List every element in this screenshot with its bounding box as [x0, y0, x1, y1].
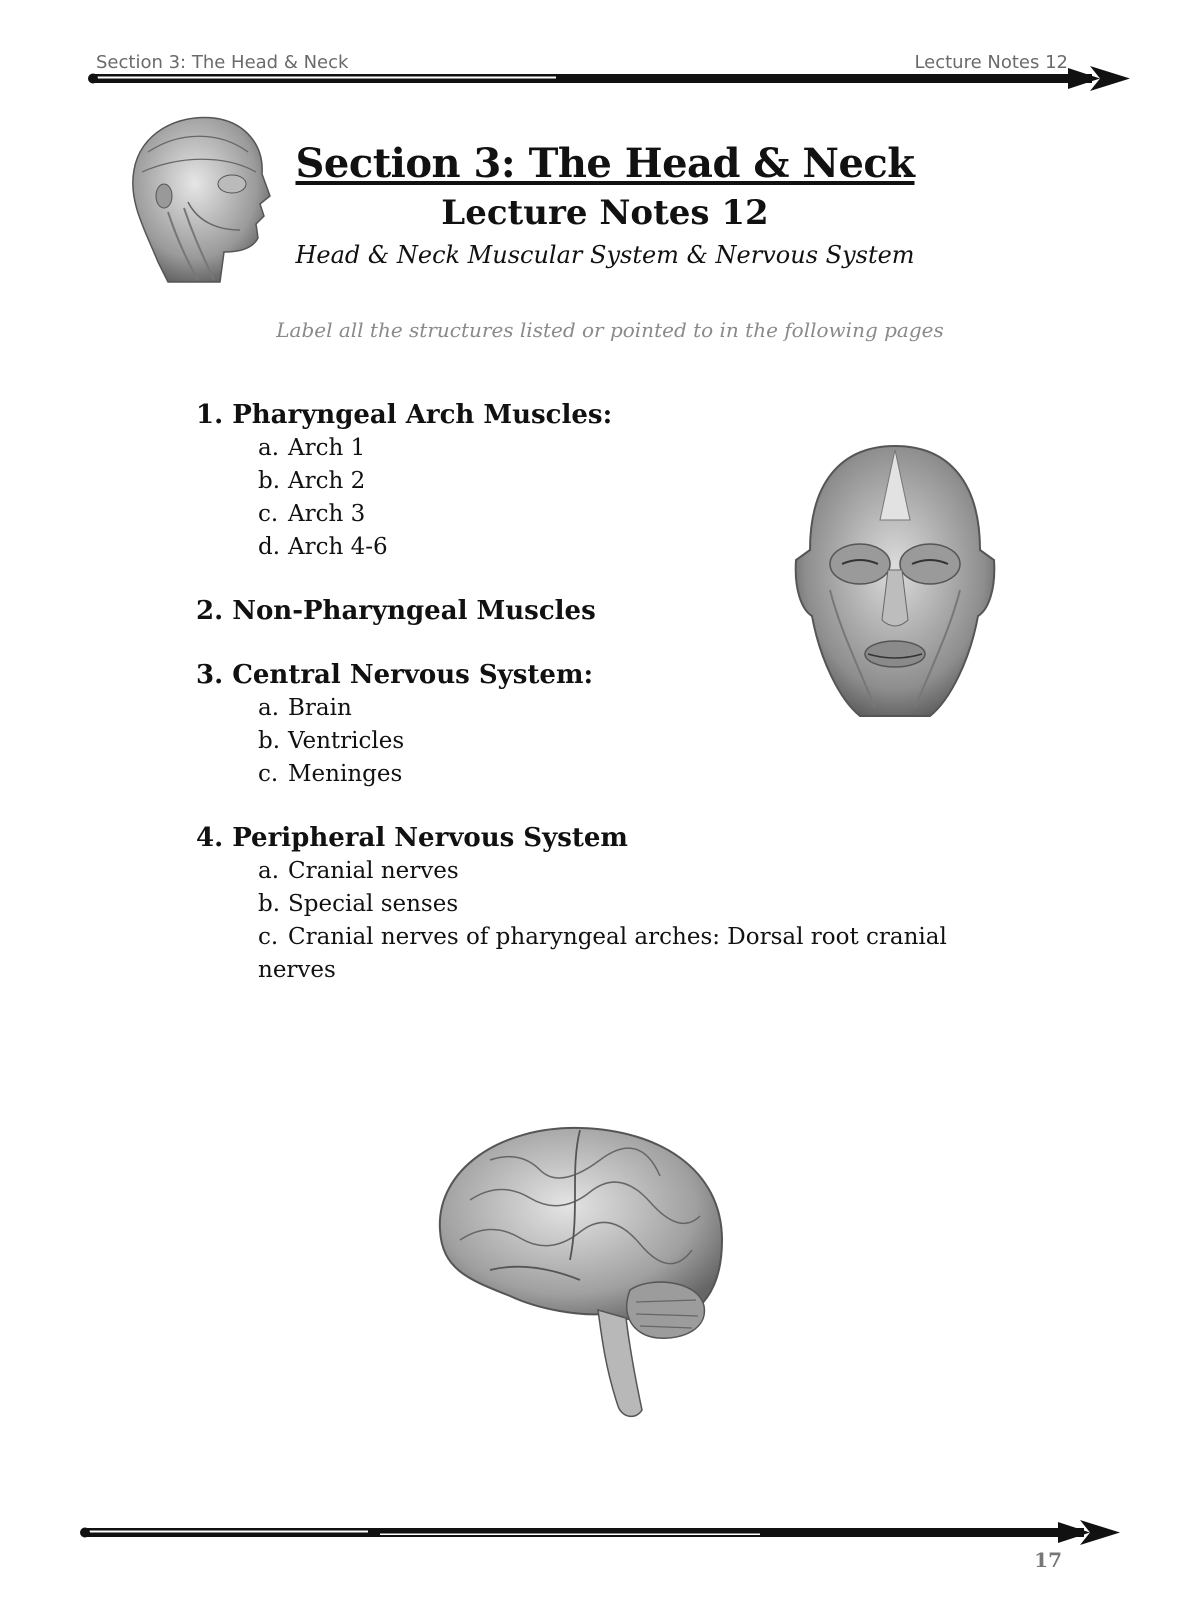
outline-section: [196, 821, 996, 987]
section-heading: 3. Central Nervous System:: [196, 660, 594, 690]
list-item: [258, 888, 996, 921]
title-block: [270, 140, 940, 269]
list-marker: c.: [258, 501, 279, 527]
page-tagline: Head & Neck Muscular System & Nervous System: [295, 241, 915, 269]
list-item-text: Cranial nerves of pharyngeal arches: Dorsal root cranial nerves: [258, 924, 947, 983]
list-marker: c.: [258, 924, 279, 950]
list-marker: b.: [258, 728, 281, 754]
list-item-text: Cranial nerves: [288, 858, 459, 884]
list-item-text: Arch 2: [288, 468, 366, 494]
footer-arrow-rule: [0, 1518, 1200, 1548]
list-item-text: Arch 3: [288, 501, 366, 527]
running-header-right: Lecture Notes 12: [914, 52, 1068, 73]
list-item-text: Meninges: [288, 761, 403, 787]
list-item: [258, 921, 996, 987]
list-marker: b.: [258, 468, 281, 494]
list-item-text: Brain: [288, 695, 352, 721]
section-heading: 2. Non-Pharyngeal Muscles: [196, 596, 596, 626]
running-header-left: Section 3: The Head & Neck: [96, 52, 349, 73]
list-marker: d.: [258, 534, 281, 560]
section-heading: 1. Pharyngeal Arch Muscles:: [196, 400, 613, 430]
list-marker: b.: [258, 891, 281, 917]
list-item-text: Arch 4-6: [288, 534, 388, 560]
section-heading: 4. Peripheral Nervous System: [196, 823, 628, 853]
list-item-text: Special senses: [288, 891, 459, 917]
section-items: [196, 855, 996, 987]
list-item-text: Ventricles: [288, 728, 405, 754]
header-arrow-rule: [0, 64, 1200, 94]
page-subtitle: Lecture Notes 12: [441, 193, 769, 233]
page-number: 17: [1034, 1548, 1062, 1572]
instruction-text: Label all the structures listed or pointed to in the following pages: [276, 318, 944, 342]
list-item: [258, 855, 996, 888]
brain-lateral-illustration: [430, 1120, 750, 1440]
list-item-text: Arch 1: [288, 435, 366, 461]
page-title: Section 3: The Head & Neck: [295, 140, 915, 187]
list-marker: a.: [258, 858, 280, 884]
list-item: [258, 758, 996, 791]
list-marker: a.: [258, 695, 280, 721]
list-marker: c.: [258, 761, 279, 787]
head-muscles-profile-illustration: [128, 112, 278, 288]
face-muscles-front-illustration: [780, 440, 1010, 730]
list-marker: a.: [258, 435, 280, 461]
